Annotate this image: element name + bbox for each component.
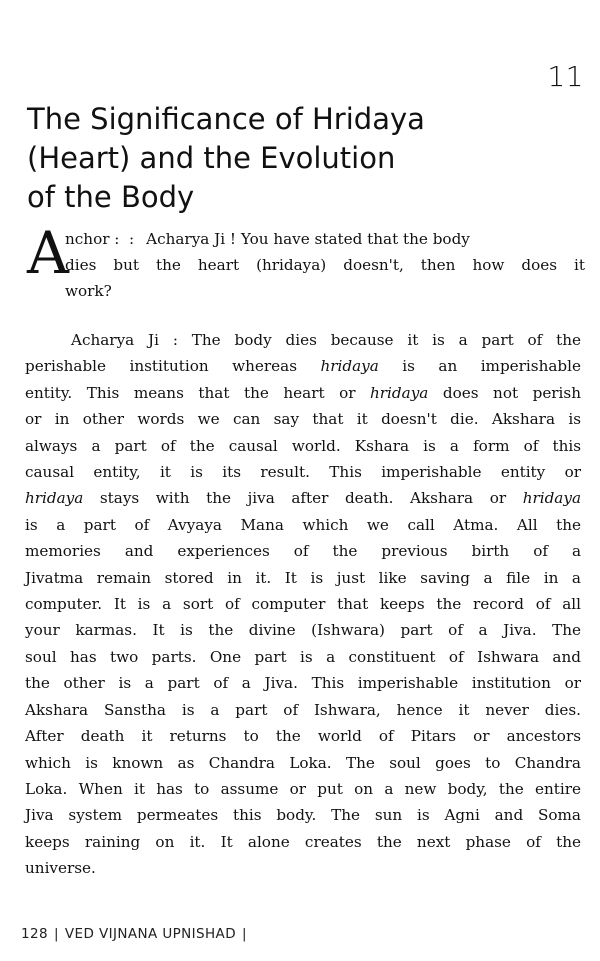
page-footer (21, 926, 253, 942)
body-line: memories and experiences of the previous birth of a (25, 542, 581, 561)
body-line: Akshara Sanstha is a part of Ishwara, hence it never dies. (25, 700, 581, 719)
body-line: causal entity, it is its result. This imperishable entity or (25, 463, 581, 482)
body-line: After death it returns to the world of Pitars or ancestors (25, 727, 581, 746)
body-line: Jiva system permeates this body. The sun is Agni and Soma (25, 806, 581, 825)
body-line: which is known as Chandra Loka. The soul goes to Chandra (25, 753, 581, 772)
body-line: computer. It is a sort of computer that keeps the record of all (25, 595, 581, 614)
body-line: the other is a part of a Jiva. This imperishable institution or (25, 674, 581, 693)
page-number: 128 (21, 926, 48, 942)
question-line (27, 226, 585, 252)
question-text: Acharya Ji ! You have stated that the body (146, 230, 470, 248)
question-line: dies but the heart (hridaya) doesn't, then how does it (65, 256, 585, 274)
body-line: hridaya stays with the jiva after death. Akshara or hridaya (25, 489, 581, 508)
chapter-title-line: (Heart) and the Evolution (27, 141, 396, 175)
body-line: perishable institution whereas hridaya is an imperishable (25, 357, 581, 376)
body-line: is a part of Avyaya Mana which we call Atma. All the (25, 515, 581, 534)
anchor-question (27, 219, 585, 304)
body-line: Acharya Ji : The body dies because it is a part of the (71, 331, 581, 349)
footer-separator: | (241, 926, 247, 942)
footer-separator: | (53, 926, 59, 942)
body-line: Jivatma remain stored in it. It is just like saving a file in a (25, 568, 581, 587)
speaker-label: nchor : (65, 230, 120, 248)
answer-paragraph (25, 327, 581, 882)
drop-cap: A (27, 219, 69, 287)
body-line: soul has two parts. One part is a constituent of Ishwara and (25, 647, 581, 666)
body-line: or in other words we can say that it doesn't die. Akshara is (25, 410, 581, 429)
chapter-title-line: The Significance of Hridaya (27, 102, 425, 136)
body-line: entity. This means that the heart or hridaya does not perish (25, 383, 581, 402)
body-line: Loka. When it has to assume or put on a new body, the entire (25, 779, 581, 798)
running-title: VED VIJNANA UPNISHAD (64, 926, 236, 942)
body-line: universe. (25, 859, 96, 878)
body-line: your karmas. It is the divine (Ishwara) part of a Jiva. The (25, 621, 581, 640)
chapter-title-line: of the Body (27, 180, 195, 214)
speaker-colon: : (129, 230, 135, 248)
body-line: keeps raining on it. It alone creates the next phase of the (25, 832, 581, 851)
body-line: always a part of the causal world. Kshara is a form of this (25, 436, 581, 455)
question-line: work? (65, 282, 112, 300)
chapter-number: 11 (547, 60, 584, 93)
chapter-title (27, 100, 587, 217)
